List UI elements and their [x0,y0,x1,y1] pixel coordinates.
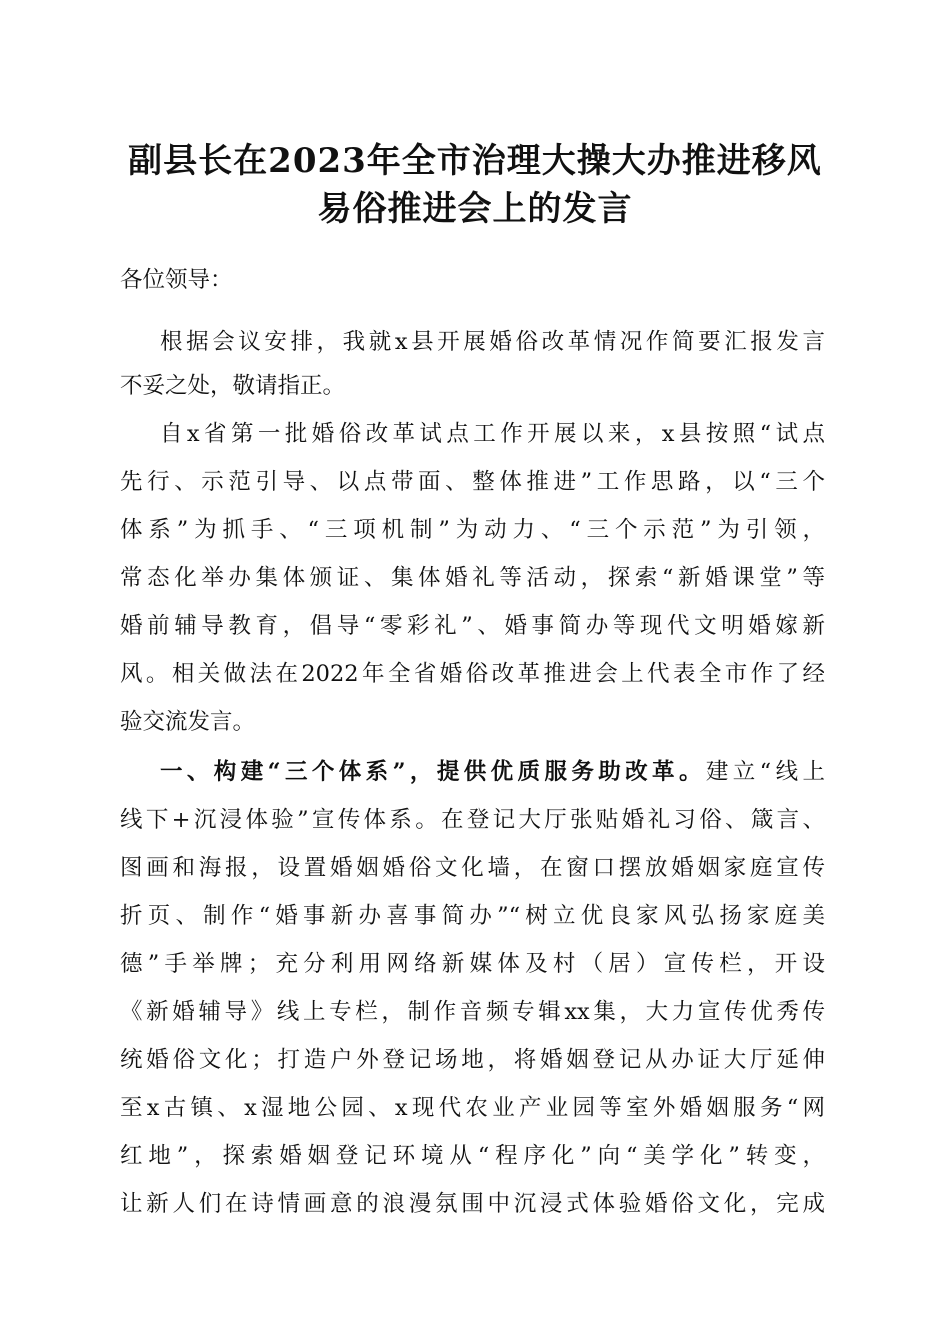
paragraph-line: 风。相关做法在2022年全省婚俗改革推进会上代表全市作了经 [120,661,825,687]
paragraph-line: 自x省第一批婚俗改革试点工作开展以来，x县按照“试点 [160,421,825,447]
paragraph-line: 《新婚辅导》线上专栏，制作音频专辑xx集，大力宣传优秀传 [120,999,825,1025]
paragraph-line: 图画和海报，设置婚姻婚俗文化墙，在窗口摆放婚姻家庭宣传 [120,855,825,881]
paragraph-line: 婚前辅导教育，倡导“零彩礼”、婚事简办等现代文明婚嫁新 [120,613,825,639]
salutation: 各位领导： [120,267,233,293]
paragraph-line: 常态化举办集体颁证、集体婚礼等活动，探索“新婚课堂”等 [120,565,825,591]
paragraph-line: 让新人们在诗情画意的浪漫氛围中沉浸式体验婚俗文化，完成 [120,1191,825,1217]
paragraph-line: 验交流发言。 [120,709,256,735]
paragraph-line: 红地”，探索婚姻登记环境从“程序化”向“美学化”转变， [120,1143,825,1169]
paragraph-line: 先行、示范引导、以点带面、整体推进”工作思路，以“三个 [120,469,825,495]
paragraph-line: 根据会议安排，我就x县开展婚俗改革情况作简要汇报发言 [160,329,825,355]
paragraph-line: 德”手举牌；充分利用网络新媒体及村（居）宣传栏，开设 [120,951,825,977]
paragraph-text: 建立“线上 [705,759,825,785]
document-title-line-1: 副县长在2023年全市治理大操大办推进移风 [128,141,822,181]
paragraph-line: 不妥之处，敬请指正。 [120,373,346,399]
paragraph-line: 至x古镇、x湿地公园、x现代农业产业园等室外婚姻服务“网 [120,1095,825,1121]
paragraph-line: 统婚俗文化；打造户外登记场地，将婚姻登记从办证大厅延伸 [120,1047,825,1073]
section-heading: 一、构建“三个体系”，提供优质服务助改革。 [160,759,706,785]
section-heading-line [160,748,825,796]
document-title-line-2: 易俗推进会上的发言 [317,189,633,229]
paragraph-line: 折页、制作“婚事新办喜事简办”“树立优良家风弘扬家庭美 [120,903,825,929]
paragraph-line: 线下+沉浸体验”宣传体系。在登记大厅张贴婚礼习俗、箴言、 [120,807,825,833]
paragraph-line: 体系”为抓手、“三项机制”为动力、“三个示范”为引领， [120,517,825,543]
